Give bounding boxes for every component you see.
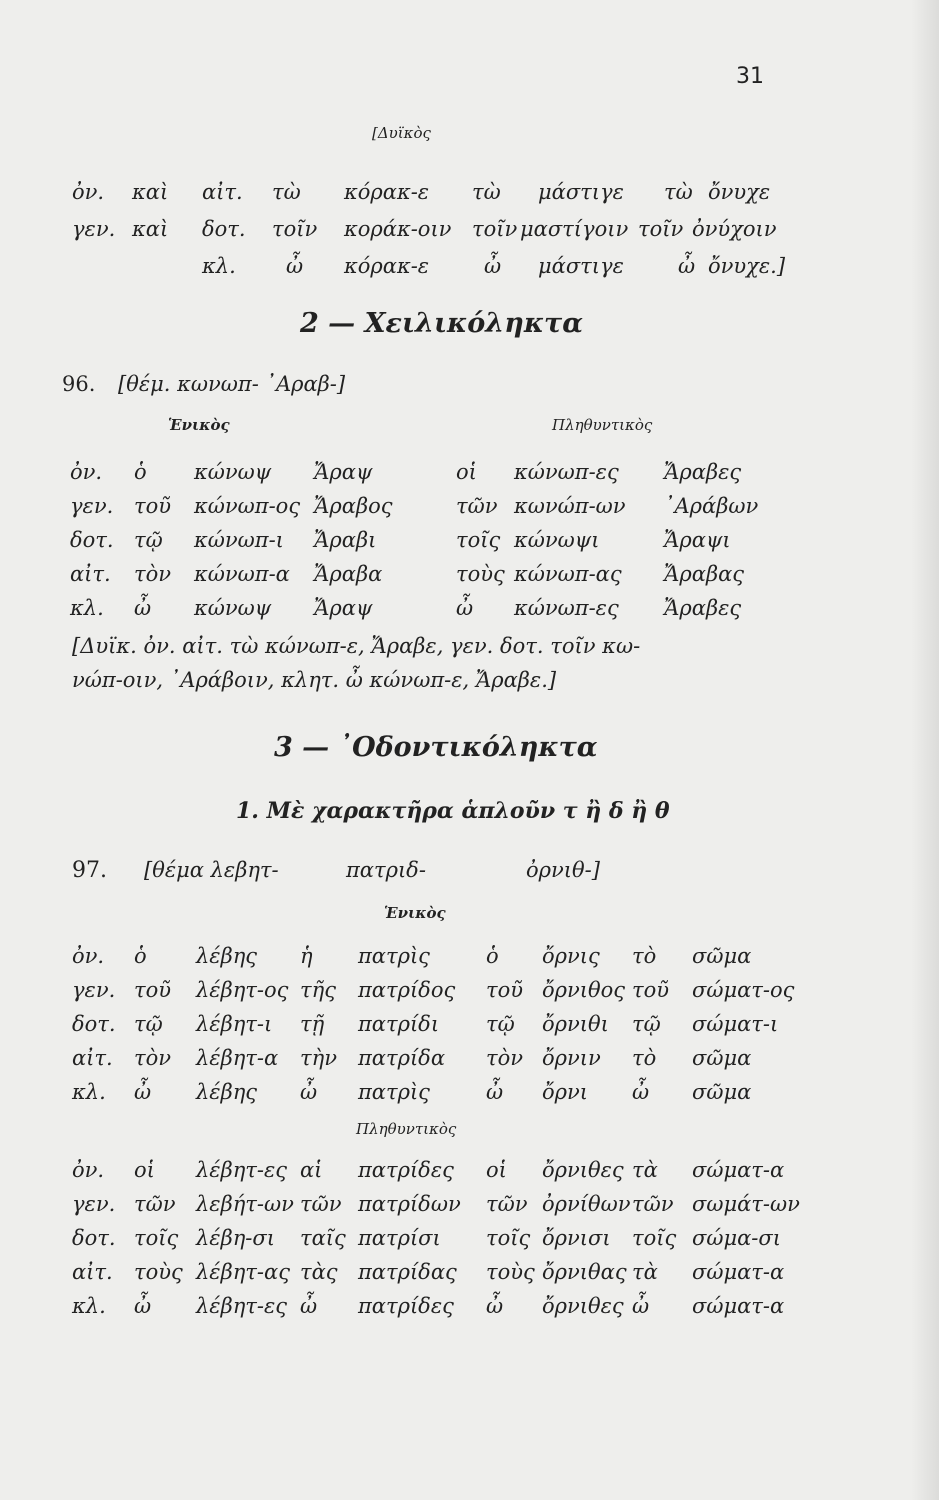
table-cell: Ἄραβες — [664, 596, 742, 620]
table-cell: τοῖς — [632, 1226, 677, 1250]
table-cell: κώνωπ-ες — [514, 596, 619, 620]
case-label: ὀν. — [70, 460, 103, 484]
table-cell: ὦ — [456, 596, 474, 620]
table-cell: σώματ-ι — [692, 1012, 779, 1036]
section-heading: 3 — ᾿Οδοντικόληκτα — [274, 732, 598, 763]
article: ὦ — [286, 254, 304, 278]
noun-form: κόρακ-ε — [344, 180, 430, 204]
noun-form: μάστιγε — [538, 180, 624, 204]
table-cell: τῇ — [300, 1012, 325, 1036]
case-label: αἰτ. — [70, 562, 111, 586]
case-label: δοτ. — [72, 1012, 116, 1036]
section-heading: 2 — Χειλικόληκτα — [300, 308, 583, 339]
table-cell: σῶμα — [692, 1046, 752, 1070]
case-label: γεν. — [72, 1192, 116, 1216]
table-cell: ταῖς — [300, 1226, 346, 1250]
table-cell: ὦ — [134, 1080, 152, 1104]
table-cell: λέβητ-ι — [196, 1012, 273, 1036]
table-cell: κώνωψ — [194, 596, 272, 620]
case-label: γεν. — [70, 494, 114, 518]
table-cell: κώνωπ-ας — [514, 562, 622, 586]
table-cell: τὰ — [632, 1158, 658, 1182]
table-cell: ὁ — [134, 460, 147, 484]
table-cell: Ἄραβες — [664, 460, 742, 484]
table-cell: οἱ — [134, 1158, 155, 1182]
table-cell: πατρίσι — [358, 1226, 441, 1250]
table-cell: λέβης — [196, 1080, 258, 1104]
table-cell: κώνωπ-ες — [514, 460, 619, 484]
table-cell: ὄρνις — [542, 944, 600, 968]
table-cell: ὦ — [300, 1080, 318, 1104]
table-cell: ὦ — [632, 1294, 650, 1318]
table-cell: πατρὶς — [358, 1080, 430, 1104]
plural-label: Πληθυντικὸς — [552, 416, 653, 434]
case-label: κλ. — [202, 254, 236, 278]
table-cell: ὄρνι — [542, 1080, 588, 1104]
table-cell: πατρίδων — [358, 1192, 461, 1216]
table-cell: τῷ — [632, 1012, 661, 1036]
article: ὦ — [484, 254, 502, 278]
table-cell: οἱ — [486, 1158, 507, 1182]
noun-form: μαστίγοιν — [520, 217, 629, 241]
table-cell: τὸν — [134, 562, 172, 586]
table-cell: κώνωπ-ος — [194, 494, 301, 518]
table-cell: Ἄραβα — [314, 562, 383, 586]
table-cell: ὦ — [632, 1080, 650, 1104]
table-cell: λέβητ-ες — [196, 1294, 288, 1318]
table-cell: τοῖς — [134, 1226, 179, 1250]
table-cell: πατρίδι — [358, 1012, 440, 1036]
table-cell: πατρίδες — [358, 1158, 454, 1182]
case-label: κλ. — [72, 1080, 106, 1104]
table-cell: Ἄραβος — [314, 494, 393, 518]
table-cell: σῶμα — [692, 944, 752, 968]
table-cell: ὄρνιθες — [542, 1158, 624, 1182]
table-cell: τῷ — [486, 1012, 515, 1036]
table-cell: σώματ-α — [692, 1158, 785, 1182]
table-cell: ἡ — [300, 944, 313, 968]
article: ὦ — [678, 254, 696, 278]
article: καὶ — [132, 180, 169, 204]
article: καὶ — [132, 217, 169, 241]
table-cell: σώμα-σι — [692, 1226, 781, 1250]
table-cell: κώνωψ — [194, 460, 272, 484]
table-cell: ὀρνίθων — [542, 1192, 631, 1216]
case-label: ὀν. — [72, 180, 105, 204]
case-label: κλ. — [70, 596, 104, 620]
dual-note-line: [Δυϊκ. ὀν. αἰτ. τὼ κώνωπ-ε, Ἄραβε, γεν. δοτ. τοῖν κω- — [72, 634, 641, 658]
table-cell: τὰ — [632, 1260, 658, 1284]
dual-note-line: νώπ-οιν, ᾿Αράβοιν, κλητ. ὦ κώνωπ-ε, Ἄραβε.] — [72, 668, 557, 692]
case-label: αἰτ. — [72, 1260, 113, 1284]
singular-label: Ἑνικὸς — [384, 904, 446, 922]
table-cell: ὦ — [134, 596, 152, 620]
table-cell: τὸ — [632, 944, 657, 968]
table-cell: τοῦ — [486, 978, 524, 1002]
case-label: γεν. — [72, 978, 116, 1002]
table-cell: σώματ-ος — [692, 978, 795, 1002]
table-cell: σῶμα — [692, 1080, 752, 1104]
table-cell: λέβητ-α — [196, 1046, 279, 1070]
subheading: 1. Μὲ χαρακτῆρα ἁπλοῦν τ ἢ δ ἢ θ — [236, 798, 670, 824]
table-cell: πατρίδες — [358, 1294, 454, 1318]
table-cell: ὄρνιθος — [542, 978, 626, 1002]
table-cell: Ἄραβι — [314, 528, 377, 552]
table-cell: τῶν — [134, 1192, 176, 1216]
case-label: δοτ. — [72, 1226, 116, 1250]
table-cell: τοὺς — [134, 1260, 183, 1284]
table-cell: τῷ — [134, 528, 163, 552]
table-cell: τὸ — [632, 1046, 657, 1070]
noun-form: κόρακ-ε — [344, 254, 430, 278]
table-cell: ὄρνισι — [542, 1226, 611, 1250]
table-cell: κώνωψι — [514, 528, 600, 552]
paragraph-number: 96. — [62, 372, 96, 396]
table-cell: τῶν — [486, 1192, 528, 1216]
table-cell: λέβητ-ες — [196, 1158, 288, 1182]
table-cell: ὄρνιθες — [542, 1294, 624, 1318]
table-cell: ὦ — [486, 1294, 504, 1318]
table-cell: ὦ — [134, 1294, 152, 1318]
table-cell: τῶν — [300, 1192, 342, 1216]
article: τὼ — [472, 180, 501, 204]
table-cell: κωνώπ-ων — [514, 494, 626, 518]
paragraph-number: 97. — [72, 858, 107, 883]
table-cell: Ἄραψι — [664, 528, 731, 552]
case-label: γεν. — [72, 217, 116, 241]
table-cell: τῶν — [632, 1192, 674, 1216]
table-cell: τὴν — [300, 1046, 337, 1070]
table-cell: τὰς — [300, 1260, 338, 1284]
table-cell: τὸν — [486, 1046, 524, 1070]
table-cell: λέβητ-ος — [196, 978, 289, 1002]
table-cell: αἱ — [300, 1158, 323, 1182]
case-label: δοτ. — [70, 528, 114, 552]
table-cell: σώματ-α — [692, 1260, 785, 1284]
noun-form: ὀνύχοιν — [692, 217, 777, 241]
noun-form: μάστιγε — [538, 254, 624, 278]
table-cell: λεβήτ-ων — [196, 1192, 294, 1216]
singular-label: Ἑνικὸς — [168, 416, 230, 434]
table-cell: πατρίδα — [358, 1046, 446, 1070]
table-cell: τοῦ — [134, 494, 172, 518]
plural-label: Πληθυντικὸς — [356, 1120, 457, 1138]
table-cell: τοῖς — [486, 1226, 531, 1250]
stem-line: πατριδ- — [346, 858, 426, 882]
table-cell: πατρὶς — [358, 944, 430, 968]
table-cell: ᾿Αράβων — [664, 494, 759, 518]
table-cell: Ἄραβας — [664, 562, 745, 586]
article: τὼ — [664, 180, 693, 204]
table-cell: Ἄραψ — [314, 460, 373, 484]
case-label: ὀν. — [72, 1158, 105, 1182]
table-cell: λέβη-σι — [196, 1226, 275, 1250]
article: τὼ — [272, 180, 301, 204]
table-cell: ὦ — [486, 1080, 504, 1104]
case-label: κλ. — [72, 1294, 106, 1318]
table-cell: κώνωπ-α — [194, 562, 290, 586]
page-edge-shadow — [911, 0, 939, 1500]
table-cell: τῆς — [300, 978, 336, 1002]
table-cell: ὄρνιν — [542, 1046, 601, 1070]
table-cell: λέβης — [196, 944, 258, 968]
table-cell: τῷ — [134, 1012, 163, 1036]
table-cell: τοὺς — [456, 562, 505, 586]
table-cell: τοῦ — [632, 978, 670, 1002]
table-cell: ὁ — [486, 944, 499, 968]
dual-title: [Δυϊκὸς — [372, 124, 431, 142]
table-cell: Ἄραψ — [314, 596, 373, 620]
article: τοῖν — [472, 217, 518, 241]
stem-line: ὀρνιθ-] — [526, 858, 600, 882]
noun-form: ὄνυχε — [708, 180, 771, 204]
table-cell: οἱ — [456, 460, 477, 484]
article: τοῖν — [638, 217, 684, 241]
stem-line: [θέμα λεβητ- — [144, 858, 279, 882]
case-label: αἰτ. — [202, 180, 243, 204]
noun-form: ὄνυχε.] — [708, 254, 786, 278]
article: τοῖν — [272, 217, 318, 241]
noun-form: κοράκ-οιν — [344, 217, 452, 241]
table-cell: σωμάτ-ων — [692, 1192, 800, 1216]
table-cell: τοῦ — [134, 978, 172, 1002]
table-cell: σώματ-α — [692, 1294, 785, 1318]
table-cell: λέβητ-ας — [196, 1260, 290, 1284]
table-cell: πατρίδος — [358, 978, 456, 1002]
table-cell: τοῖς — [456, 528, 501, 552]
table-cell: τὸν — [134, 1046, 172, 1070]
case-label: ὀν. — [72, 944, 105, 968]
table-cell: ὁ — [134, 944, 147, 968]
table-cell: ὦ — [300, 1294, 318, 1318]
table-cell: τῶν — [456, 494, 498, 518]
table-cell: πατρίδας — [358, 1260, 457, 1284]
table-cell: ὄρνιθας — [542, 1260, 627, 1284]
table-cell: τοὺς — [486, 1260, 535, 1284]
stem-line: [θέμ. κωνωπ- ᾿Αραβ-] — [118, 372, 346, 396]
table-cell: ὄρνιθι — [542, 1012, 609, 1036]
page-number: 31 — [736, 64, 764, 89]
table-cell: κώνωπ-ι — [194, 528, 284, 552]
case-label: αἰτ. — [72, 1046, 113, 1070]
case-label: δοτ. — [202, 217, 246, 241]
